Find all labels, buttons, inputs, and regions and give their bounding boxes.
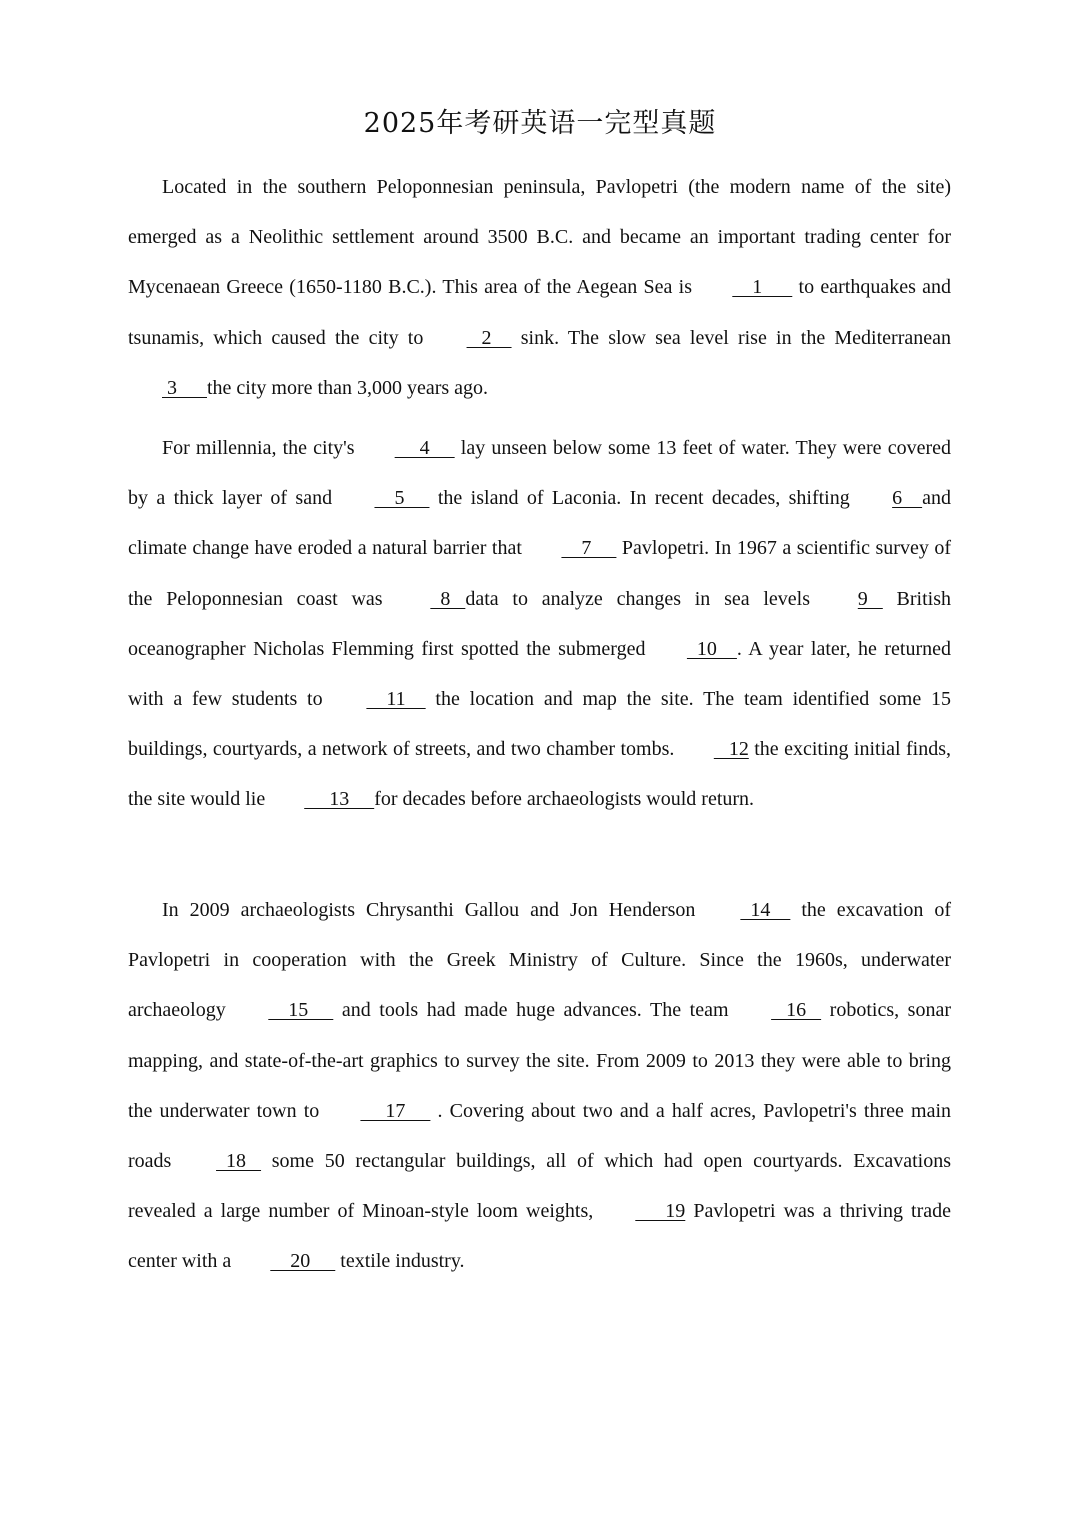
blank-6[interactable]: 6	[892, 487, 923, 510]
text-run: robotics, sonar mapping, and state-of-the-art graphics to survey the site. From 2009 to 2013 they were able to bring the underwater town to	[128, 999, 951, 1122]
text-run: the excavation of Pavlopetri in cooperation with the Greek Ministry of Culture. Since the 1960s, underwater archaeology	[128, 899, 951, 1022]
document-title: 2025年考研英语一完型真题	[363, 108, 717, 139]
text-run: some 50 rectangular buildings, all of which had open courtyards. Excavations revealed a large number of Minoan-style loom weights,	[128, 1150, 951, 1223]
text-run: the exciting initial finds, the site would lie	[128, 738, 951, 811]
text-run: sink. The slow sea level rise in the Mediterranean	[511, 326, 952, 349]
blank-5[interactable]: 5	[374, 487, 430, 510]
blank-13[interactable]: 13	[304, 788, 375, 811]
blank-7[interactable]: 7	[561, 537, 617, 560]
blank-4[interactable]: 4	[394, 437, 455, 459]
blank-19[interactable]: 19	[635, 1200, 686, 1223]
text-run: lay unseen below some 13 feet of water. They were covered by a thick layer of sand	[128, 437, 951, 510]
text-run: Pavlopetri. In 1967 a scientific survey of the Peloponnesian coast was	[128, 537, 952, 610]
text-run: the city more than 3,000 years ago.	[207, 376, 489, 399]
blank-2[interactable]: 2	[466, 326, 512, 349]
blank-12[interactable]: 12	[713, 738, 749, 761]
blank-10[interactable]: 10	[686, 637, 737, 660]
blank-17[interactable]: 17	[360, 1099, 431, 1122]
text-run: In 2009 archaeologists Chrysanthi Gallou and Jon Henderson	[162, 899, 707, 921]
text-run: Pavlopetri was a thriving trade center with a	[128, 1200, 951, 1273]
blank-9[interactable]: 9	[857, 587, 883, 610]
blank-11[interactable]: 11	[366, 688, 426, 711]
paragraph-1	[128, 162, 951, 413]
blank-8[interactable]: 8	[430, 587, 466, 610]
blank-20[interactable]: 20	[270, 1250, 336, 1273]
paragraph-3	[128, 885, 951, 1287]
text-run: the location and map the site. The team identified some 15 buildings, courtyards, a network of streets, and two chamber tombs.	[128, 688, 951, 761]
text-run: and climate change have eroded a natural barrier that	[128, 487, 951, 560]
paragraph-2	[128, 423, 951, 825]
text-run: data to analyze changes in sea levels	[465, 587, 824, 610]
text-run: to earthquakes and tsunamis, which caused the city to	[128, 276, 951, 349]
text-run: textile industry.	[335, 1250, 465, 1273]
blank-1[interactable]: 1	[732, 276, 793, 299]
text-run: and tools had made huge advances. The team	[333, 999, 738, 1022]
blank-3[interactable]: 3	[162, 376, 207, 399]
text-run: . Covering about two and a half acres, Pavlopetri's three main roads	[128, 1099, 951, 1173]
text-run: . A year later, he returned with a few students to	[128, 637, 952, 711]
text-run: For millennia, the city's	[162, 437, 361, 459]
blank-15[interactable]: 15	[268, 999, 334, 1022]
text-run: the island of Laconia. In recent decades, shifting	[429, 487, 859, 510]
text-run: Located in the southern Peloponnesian peninsula, Pavlopetri (the modern name of the site) emerged as a Neolithic settlement around 3500 B.C. and became an important trading center for Mycenaean Greece (1650-1180 B.C.). This area of the Aegean Sea is	[128, 176, 951, 299]
blank-16[interactable]: 16	[771, 999, 822, 1022]
text-run: British oceanographer Nicholas Flemming first spotted the submerged	[128, 587, 952, 660]
text-run: for decades before archaeologists would return.	[374, 788, 755, 811]
blank-18[interactable]: 18	[216, 1150, 262, 1173]
blank-14[interactable]: 14	[740, 899, 791, 921]
